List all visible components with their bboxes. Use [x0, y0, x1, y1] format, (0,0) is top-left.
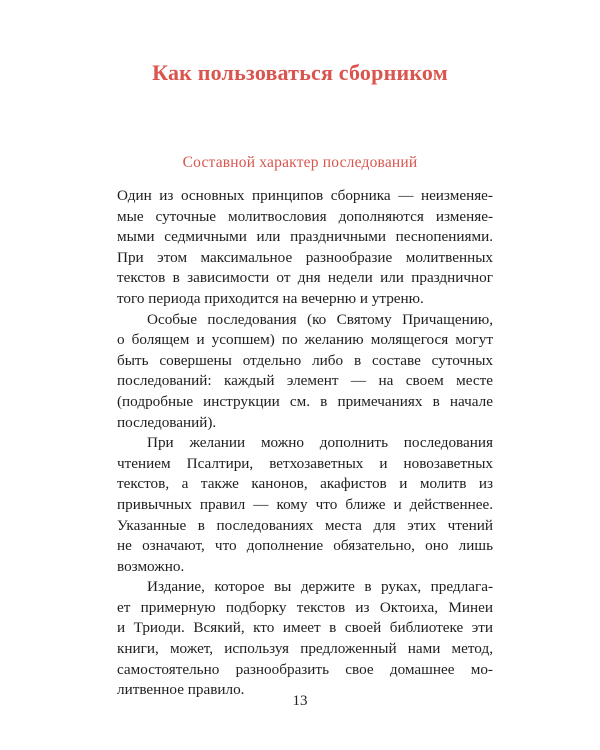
- text-line: текстов в зависимости от дня недели или праздничног: [117, 269, 493, 287]
- text-line: чтением Псалтири, ветхозаветных и новозаветных: [117, 454, 493, 472]
- text-line: не означают, что дополнение обязательно, оно лишь: [117, 537, 493, 555]
- text-line: Указанные в последованиях места для этих чтений: [117, 516, 493, 534]
- chapter-title: Как пользоваться сборником: [152, 60, 448, 85]
- text-line: и Триоди. Всякий, кто имеет в своей библиотеке эти: [117, 619, 493, 637]
- text-line: мые суточные молитвословия дополняются изменяе-: [117, 207, 493, 225]
- page-number: 13: [292, 693, 308, 709]
- text-line: мыми седмичными или праздничными песнопениями.: [117, 228, 493, 246]
- text-line: При желании можно дополнить последования: [147, 434, 493, 452]
- text-line: книги, может, используя предложенный нами метод,: [117, 640, 493, 658]
- section-title: Составной характер последований: [182, 154, 418, 171]
- text-line: того периода приходится на вечерню и утреню.: [117, 289, 424, 307]
- text-line: литвенное правило.: [117, 681, 245, 699]
- text-line: Издание, которое вы держите в руках, предлага-: [147, 578, 493, 596]
- text-line: ет примерную подборку текстов из Октоиха, Минеи: [117, 598, 493, 616]
- body-text: [117, 186, 493, 701]
- text-line: быть совершены отдельно либо в составе суточных: [117, 351, 493, 369]
- text-line: При этом максимальное разнообразие молитвенных: [117, 248, 493, 266]
- text-line: последований).: [117, 413, 217, 431]
- text-line: привычных правил — кому что ближе и действеннее.: [117, 495, 493, 513]
- text-line: Один из основных принципов сборника — неизменяе-: [117, 187, 493, 204]
- text-line: о болящем и усопшем) по желанию молящегося могут: [117, 331, 493, 349]
- text-line: возможно.: [117, 557, 185, 575]
- text-line: текстов, а также канонов, акафистов и молитв из: [117, 475, 493, 493]
- text-line: Особые последования (ко Святому Причащению,: [147, 310, 493, 328]
- text-line: самостоятельно разнообразить свое домашнее мо-: [117, 660, 493, 678]
- text-line: (подробные инструкции см. в примечаниях в начале: [117, 392, 493, 410]
- text-line: последований: каждый элемент — на своем месте: [117, 372, 493, 390]
